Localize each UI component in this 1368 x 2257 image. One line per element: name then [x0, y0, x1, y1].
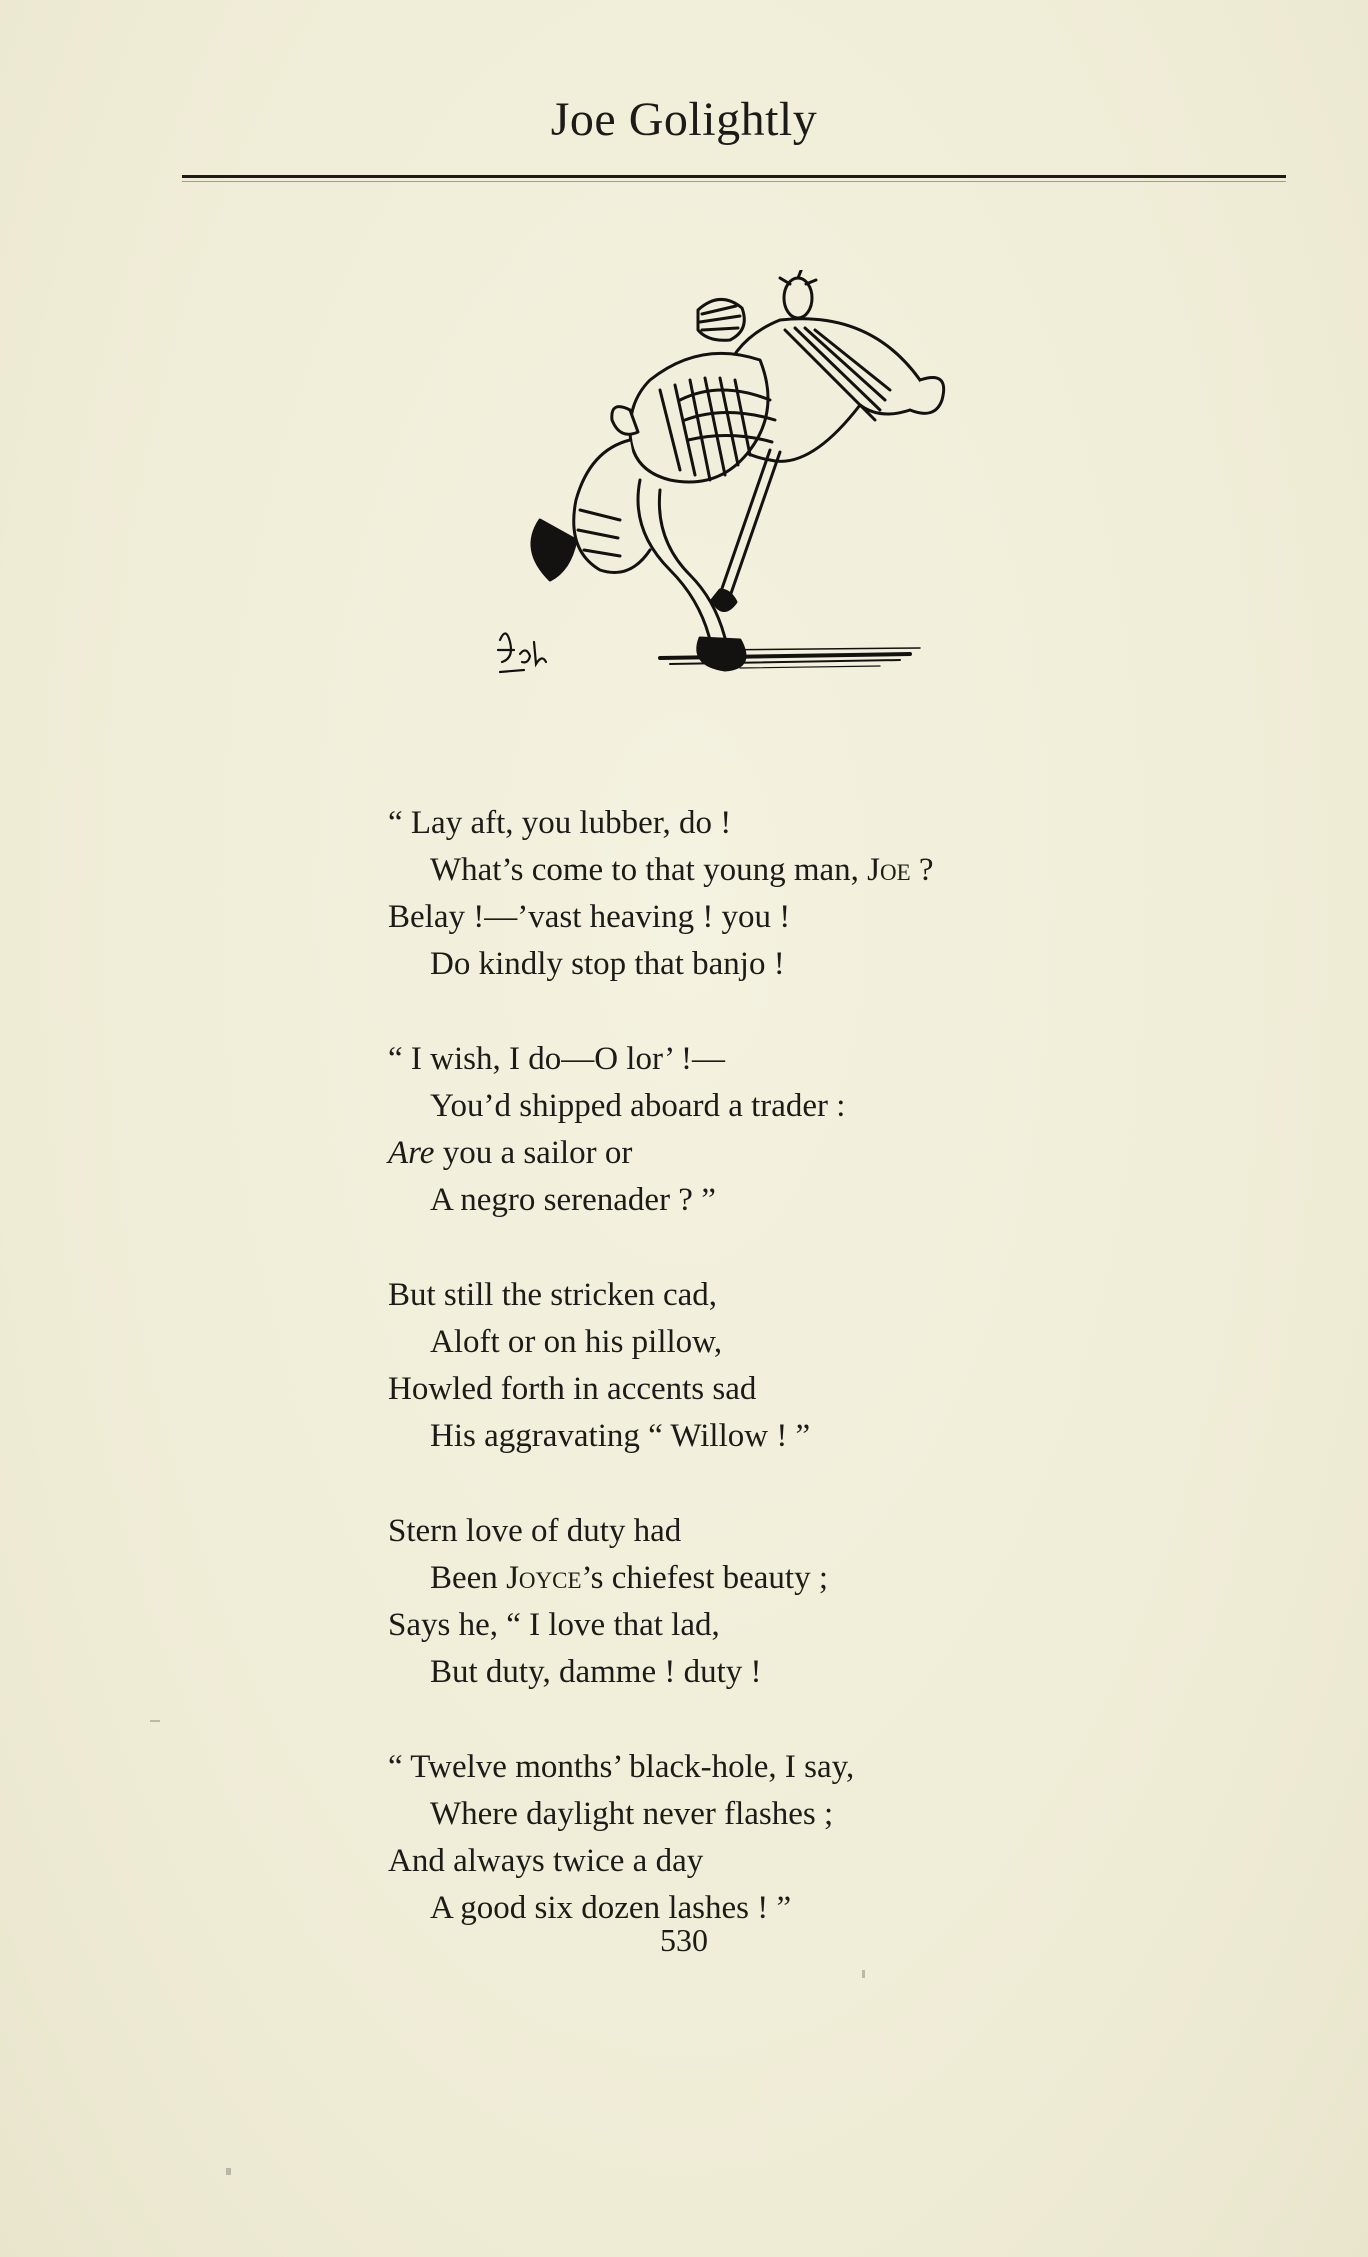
- poem-line: But duty, damme ! duty !: [430, 1654, 762, 1690]
- poem-line: Says he, “ I love that lad,: [388, 1607, 720, 1643]
- poem-line: His aggravating “ Willow ! ”: [430, 1418, 811, 1454]
- stanza: [388, 1508, 1148, 1696]
- paper-speck: [226, 2168, 231, 2175]
- poem: [388, 800, 1148, 1980]
- stanza: [388, 800, 1148, 988]
- stanza: [388, 1744, 1148, 1932]
- poem-line: A good six dozen lashes ! ”: [430, 1890, 792, 1926]
- poem-line: What’s come to that young man, Joe ?: [430, 852, 934, 888]
- stanza: [388, 1272, 1148, 1460]
- name-small-caps: Joe: [867, 852, 911, 888]
- header-rule: [182, 175, 1286, 178]
- poem-line: “ Twelve months’ black-hole, I say,: [388, 1749, 855, 1785]
- poem-line: Howled forth in accents sad: [388, 1371, 757, 1407]
- stanza: [388, 1036, 1148, 1224]
- poem-line: “ I wish, I do—O lor’ !—: [388, 1041, 725, 1077]
- poem-line: You’d shipped aboard a trader :: [430, 1088, 846, 1124]
- poem-line: And always twice a day: [388, 1843, 704, 1879]
- poem-line: But still the stricken cad,: [388, 1277, 718, 1313]
- emphasis: Are: [388, 1135, 435, 1171]
- poem-line: Do kindly stop that banjo !: [430, 946, 785, 982]
- paper-speck: [862, 1970, 865, 1978]
- poem-line: Are you a sailor or: [388, 1135, 633, 1171]
- poem-line: “ Lay aft, you lubber, do !: [388, 805, 732, 841]
- poem-line: Stern love of duty had: [388, 1513, 682, 1549]
- paper-speck: [150, 1720, 160, 1722]
- header-rule-shadow: [182, 181, 1286, 182]
- poem-line: Belay !—’vast heaving ! you !: [388, 899, 791, 935]
- poem-line: A negro serenader ? ”: [430, 1182, 716, 1218]
- name-small-caps: Joyce: [506, 1560, 582, 1596]
- poem-line: Aloft or on his pillow,: [430, 1324, 723, 1360]
- running-title: Joe Golightly: [550, 93, 818, 146]
- poem-line: Where daylight never flashes ;: [430, 1796, 834, 1832]
- poem-line: Been Joyce’s chiefest beauty ;: [430, 1560, 829, 1596]
- page-number: 530: [660, 1922, 708, 1958]
- sailor-with-banjo-illustration: [480, 270, 950, 690]
- artist-signature-icon: [498, 633, 546, 672]
